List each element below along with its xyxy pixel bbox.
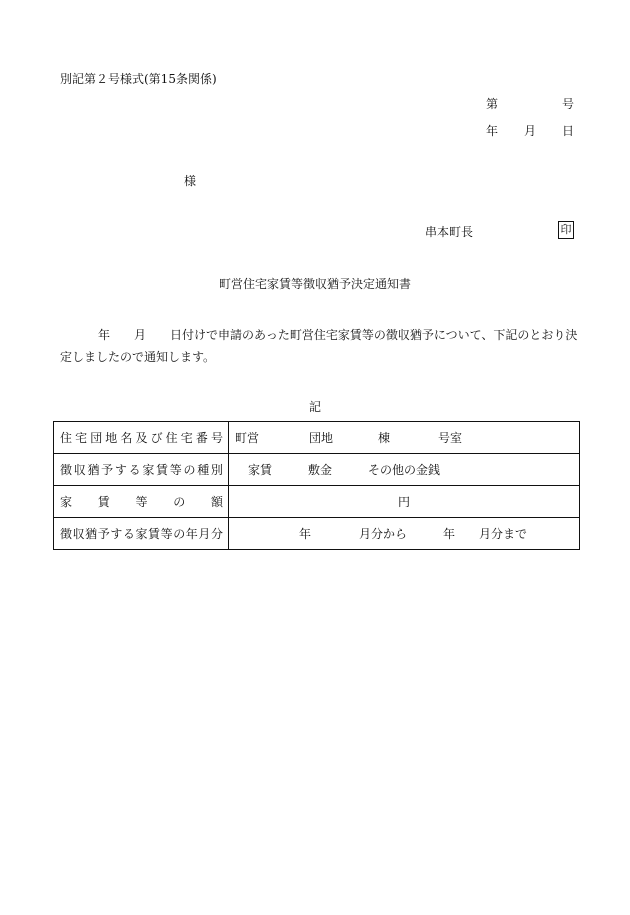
row-value: 円 — [229, 486, 580, 518]
details-table — [53, 421, 580, 550]
table-row — [54, 422, 580, 454]
body-text: 日付けで申請のあった町営住宅家賃等の徴収猶予について、下記のとおり決定しましたので通知します。 — [60, 328, 578, 364]
number-suffix: 号 — [561, 97, 574, 111]
document-number-line — [486, 95, 574, 112]
date-day: 日 — [561, 124, 574, 138]
date-month: 月 — [523, 124, 536, 138]
body-month: 月 — [134, 328, 147, 342]
issuer-title: 串本町長 — [425, 225, 474, 239]
number-prefix: 第 — [486, 97, 499, 111]
body-year: 年 — [98, 328, 111, 342]
row-value: 家賃 敷金 その他の金銭 — [229, 454, 580, 486]
ki-heading: 記 — [308, 400, 321, 414]
form-label: 別記第２号様式(第15条関係) — [60, 72, 217, 86]
table-row — [54, 518, 580, 550]
row-value: 町営 団地 棟 号室 — [229, 422, 580, 454]
row-label: 徴 収 猶 予 す る 家 賃 等 の 年 月 分 — [60, 527, 223, 541]
date-year: 年 — [486, 124, 499, 138]
row-label: 徴 収 猶 予 す る 家 賃 等 の 種 別 — [60, 463, 223, 477]
seal-mark: 印 — [558, 221, 574, 239]
row-label: 家 賃 等 の 額 — [60, 495, 223, 509]
notice-body — [60, 324, 580, 368]
table-row — [54, 486, 580, 518]
row-label: 住 宅 団 地 名 及 び 住 宅 番 号 — [60, 431, 223, 445]
issue-date-line — [486, 122, 574, 139]
addressee-honorific: 様 — [184, 174, 197, 188]
document-title: 町営住宅家賃等徴収猶予決定通知書 — [218, 277, 411, 291]
row-value: 年 月分から 年 月分まで — [229, 518, 580, 550]
table-row — [54, 454, 580, 486]
